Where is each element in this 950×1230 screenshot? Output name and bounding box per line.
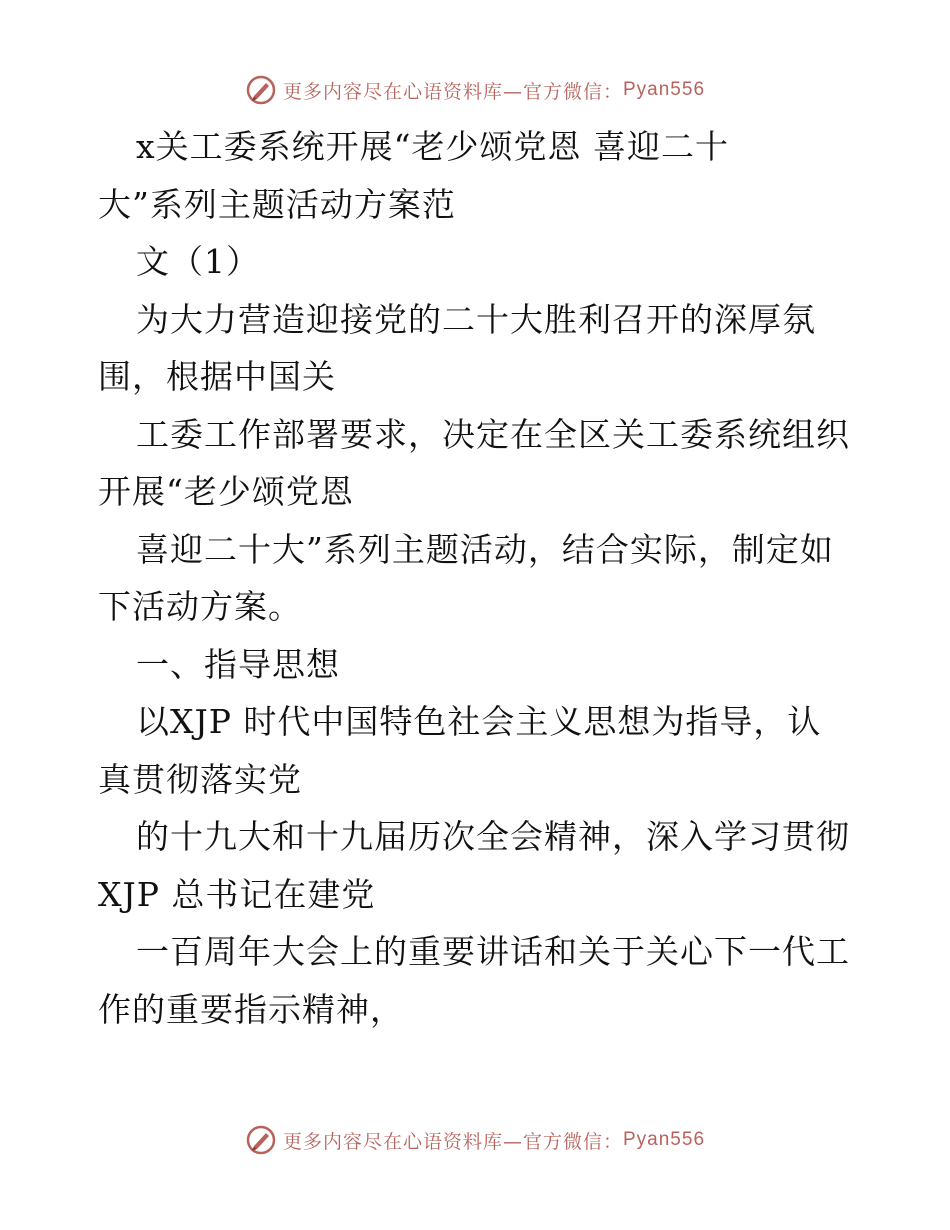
- paragraph-line: 为大力营造迎接党的二十大胜利召开的深厚氛: [136, 299, 816, 339]
- title-line-1: x关工委系统开展“老少颂党恩 喜迎二十: [136, 127, 729, 166]
- pen-logo-icon: [245, 74, 277, 106]
- wechat-id: Pyan556: [623, 1129, 706, 1150]
- paragraph-line: 工委工作部署要求，决定在全区关工委系统组织: [136, 414, 850, 454]
- pen-logo-icon: [245, 1124, 277, 1156]
- paragraph-line: 作的重要指示精神，: [98, 989, 404, 1029]
- document-body: [98, 118, 858, 1038]
- paragraph-line: 下活动方案。: [98, 587, 302, 626]
- paragraph-line: 开展“老少颂党恩: [98, 472, 354, 511]
- paragraph-line: 喜迎二十大”系列主题活动，结合实际，制定如: [136, 529, 834, 569]
- title-line-2: 大”系列主题活动方案范: [98, 184, 456, 224]
- paragraph-line: 以XJP 时代中国特色社会主义思想为指导，认: [136, 702, 822, 741]
- paragraph-line: 的十九大和十九届历次全会精神，深入学习贯彻: [136, 817, 850, 856]
- paragraph-line: XJP 总书记在建党: [98, 874, 376, 914]
- wechat-id: Pyan556: [623, 79, 706, 100]
- banner-text: 更多内容尽在心语资料库—官方微信：: [282, 80, 623, 103]
- title-line-3: 文（1）: [136, 242, 260, 281]
- paragraph-line: 围，根据中国关: [98, 357, 336, 396]
- footer-watermark-banner: [0, 1120, 950, 1160]
- paragraph-line: 一百周年大会上的重要讲话和关于关心下一代工: [136, 932, 850, 971]
- paragraph-line: 真贯彻落实党: [98, 759, 302, 799]
- header-watermark-banner: [0, 70, 950, 110]
- banner-text: 更多内容尽在心语资料库—官方微信：: [282, 1130, 623, 1153]
- section-heading: 一、指导思想: [136, 644, 340, 684]
